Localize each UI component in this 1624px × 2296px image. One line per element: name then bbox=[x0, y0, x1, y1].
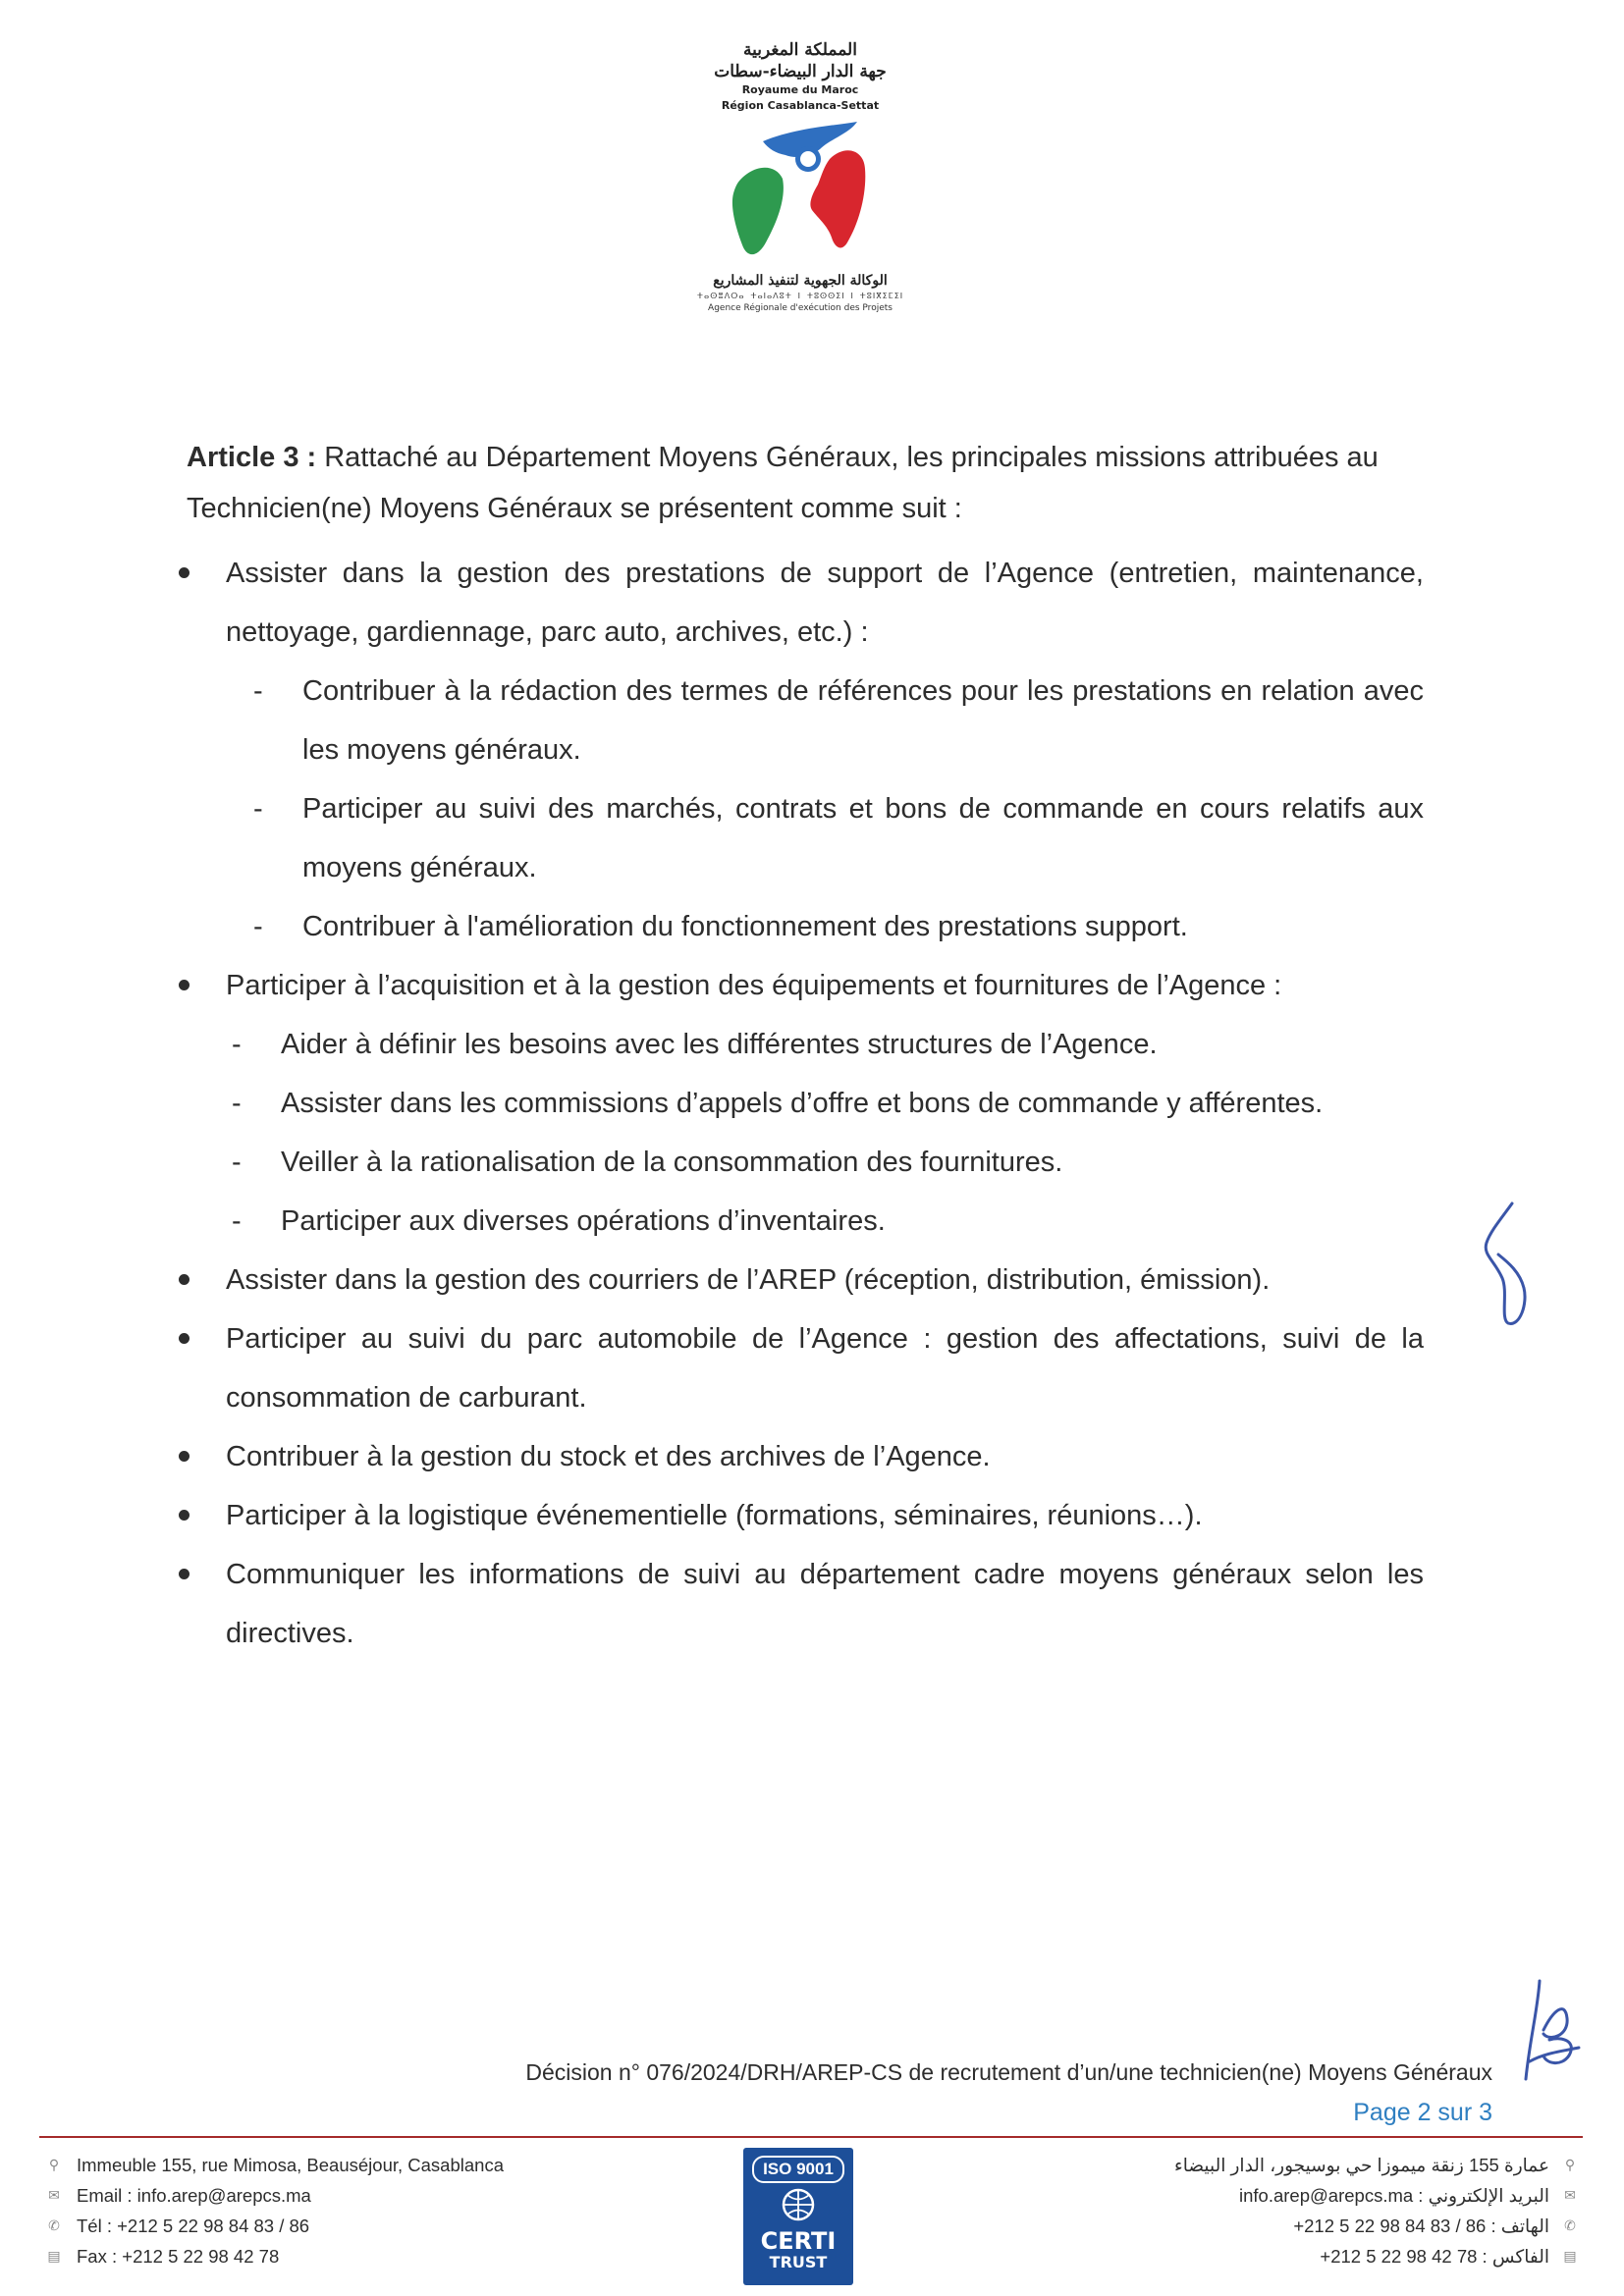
agency-name-tifinagh: ⵜⴰⵙⴻⴷⵔⴰ ⵜⴰⵏⴰⴷⵓⵜ ⵏ ⵜⵓⵙⵙⵉⵏ ⵏ ⵜⵓⵏⴳⵉⵎⵉⵏ bbox=[696, 292, 904, 300]
dash-icon: - bbox=[232, 1029, 242, 1060]
certi-brand-sub: TRUST bbox=[769, 2253, 828, 2271]
article-intro-text: Rattaché au Département Moyens Généraux, les principales missions attribuées au Technicien(ne) Moyens Généraux se présentent comme suit : bbox=[187, 442, 1379, 524]
footer-email-ar-row bbox=[1174, 2180, 1577, 2211]
footer-fax-row bbox=[47, 2241, 504, 2271]
dash-icon: - bbox=[253, 911, 263, 942]
location-pin-icon: ⚲ bbox=[1564, 2157, 1576, 2172]
bullet-icon bbox=[179, 980, 189, 990]
bullet-icon bbox=[179, 1569, 189, 1579]
bullet-text: Assister dans la gestion des courriers de l’AREP (réception, distribution, émission). bbox=[226, 1264, 1271, 1296]
sub-list-item bbox=[187, 1192, 1424, 1251]
fax-icon: ▤ bbox=[47, 2248, 61, 2264]
dash-icon: - bbox=[232, 1147, 242, 1178]
arep-logo-icon bbox=[702, 120, 898, 267]
footer-fax-ar: الفاكس : 78 42 98 22 5 212+ bbox=[1320, 2246, 1549, 2267]
list-item bbox=[187, 1545, 1424, 1663]
bullet-icon bbox=[179, 1451, 189, 1462]
kingdom-arabic: المملكة المغربية bbox=[743, 40, 857, 60]
handwritten-initial-icon bbox=[1473, 1198, 1542, 1335]
page-number: Page 2 sur 3 bbox=[1353, 2099, 1492, 2126]
article-intro bbox=[187, 432, 1424, 534]
sub-item-text: Aider à définir les besoins avec les différentes structures de l’Agence. bbox=[281, 1029, 1158, 1060]
footer-address-ar: عمارة 155 زنقة ميموزا حي بوسيجور، الدار البيضاء bbox=[1174, 2155, 1549, 2175]
sub-list-item bbox=[187, 897, 1424, 956]
list-item bbox=[187, 1309, 1424, 1427]
footer-email-row bbox=[47, 2180, 504, 2211]
footer-tel: Tél : +212 5 22 98 84 83 / 86 bbox=[77, 2216, 310, 2236]
list-item bbox=[187, 1251, 1424, 1309]
envelope-icon: ✉ bbox=[1564, 2187, 1576, 2203]
certi-brand: CERTI bbox=[760, 2227, 837, 2255]
phone-icon: ✆ bbox=[48, 2217, 60, 2233]
handwritten-signature-icon bbox=[1520, 1971, 1589, 2089]
bullet-icon bbox=[179, 1510, 189, 1521]
globe-icon bbox=[769, 2187, 828, 2222]
list-item bbox=[187, 544, 1424, 662]
sub-item-text: Contribuer à l'amélioration du fonctionnement des prestations support. bbox=[302, 911, 1188, 942]
sub-list-item bbox=[187, 1015, 1424, 1074]
dash-icon: - bbox=[232, 1088, 242, 1119]
list-item bbox=[187, 1486, 1424, 1545]
article-content bbox=[187, 432, 1424, 1663]
footer-divider bbox=[39, 2136, 1583, 2138]
phone-icon: ✆ bbox=[1564, 2217, 1576, 2233]
sub-item-text: Participer aux diverses opérations d’inventaires. bbox=[281, 1205, 886, 1237]
bullet-text: Communiquer les informations de suivi au département cadre moyens généraux selon les directives. bbox=[226, 1559, 1424, 1649]
region-arabic: جهة الدار البيضاء-سطات bbox=[714, 62, 887, 81]
footer-fax-ar-row bbox=[1174, 2241, 1577, 2271]
kingdom-french: Royaume du Maroc bbox=[741, 83, 859, 96]
footer-email-ar: البريد الإلكتروني : info.arep@arepcs.ma bbox=[1239, 2185, 1549, 2206]
list-item bbox=[187, 956, 1424, 1015]
agency-name-french: Agence Régionale d'exécution des Projets bbox=[708, 303, 893, 313]
region-french: Région Casablanca-Settat bbox=[721, 99, 880, 112]
footer-address: Immeuble 155, rue Mimosa, Beauséjour, Casablanca bbox=[77, 2155, 504, 2175]
bullet-icon bbox=[179, 567, 189, 578]
footer-contact-french bbox=[47, 2150, 504, 2271]
bullet-text: Participer au suivi du parc automobile de l’Agence : gestion des affectations, suivi de la consommation de carburant. bbox=[226, 1323, 1424, 1414]
sub-list-item bbox=[187, 779, 1424, 897]
dash-icon: - bbox=[253, 675, 263, 707]
sub-item-text: Participer au suivi des marchés, contrats et bons de commande en cours relatifs aux moyens généraux. bbox=[302, 793, 1424, 883]
bullet-text: Assister dans la gestion des prestations de support de l’Agence (entretien, maintenance, nettoyage, gardiennage, parc auto, archives, etc.) : bbox=[226, 558, 1424, 648]
footer-tel-row bbox=[47, 2211, 504, 2241]
sub-list-item bbox=[187, 1133, 1424, 1192]
footer-address-row bbox=[47, 2150, 504, 2180]
article-label: Article 3 : bbox=[187, 442, 317, 473]
decision-reference: Décision n° 076/2024/DRH/AREP-CS de recrutement d’un/une technicien(ne) Moyens Généraux bbox=[525, 2059, 1492, 2085]
location-pin-icon: ⚲ bbox=[48, 2157, 60, 2172]
bullet-icon bbox=[179, 1274, 189, 1285]
footer-tel-ar-row bbox=[1174, 2211, 1577, 2241]
dash-icon: - bbox=[232, 1205, 242, 1237]
sub-item-text: Contribuer à la rédaction des termes de références pour les prestations en relation avec les moyens généraux. bbox=[302, 675, 1424, 766]
iso-label: ISO 9001 bbox=[752, 2156, 844, 2183]
footer-address-ar-row bbox=[1174, 2150, 1577, 2180]
sub-item-text: Veiller à la rationalisation de la consommation des fournitures. bbox=[281, 1147, 1063, 1178]
footer-tel-ar: الهاتف : 86 / 83 84 98 22 5 212+ bbox=[1293, 2216, 1549, 2236]
bullet-text: Participer à l’acquisition et à la gestion des équipements et fournitures de l’Agence : bbox=[226, 970, 1282, 1001]
list-item bbox=[187, 1427, 1424, 1486]
iso-certification-badge bbox=[743, 2148, 853, 2285]
sub-list bbox=[187, 1015, 1424, 1251]
footer-fax: Fax : +212 5 22 98 42 78 bbox=[77, 2246, 280, 2267]
agency-name-arabic: الوكالة الجهوية لتنفيذ المشاريع bbox=[713, 273, 888, 289]
footer-contact-arabic bbox=[1174, 2150, 1577, 2271]
sub-list-item bbox=[187, 1074, 1424, 1133]
bullet-text: Participer à la logistique événementielle (formations, séminaires, réunions…). bbox=[226, 1500, 1203, 1531]
sub-list-item bbox=[187, 662, 1424, 779]
fax-icon: ▤ bbox=[1563, 2248, 1577, 2264]
envelope-icon: ✉ bbox=[48, 2187, 60, 2203]
sub-item-text: Assister dans les commissions d’appels d’offre et bons de commande y afférentes. bbox=[281, 1088, 1324, 1119]
bullet-text: Contribuer à la gestion du stock et des archives de l’Agence. bbox=[226, 1441, 991, 1472]
bullet-icon bbox=[179, 1333, 189, 1344]
sub-list bbox=[187, 662, 1424, 956]
header-logo-block bbox=[638, 39, 962, 314]
footer-email: Email : info.arep@arepcs.ma bbox=[77, 2185, 311, 2206]
dash-icon: - bbox=[253, 793, 263, 825]
